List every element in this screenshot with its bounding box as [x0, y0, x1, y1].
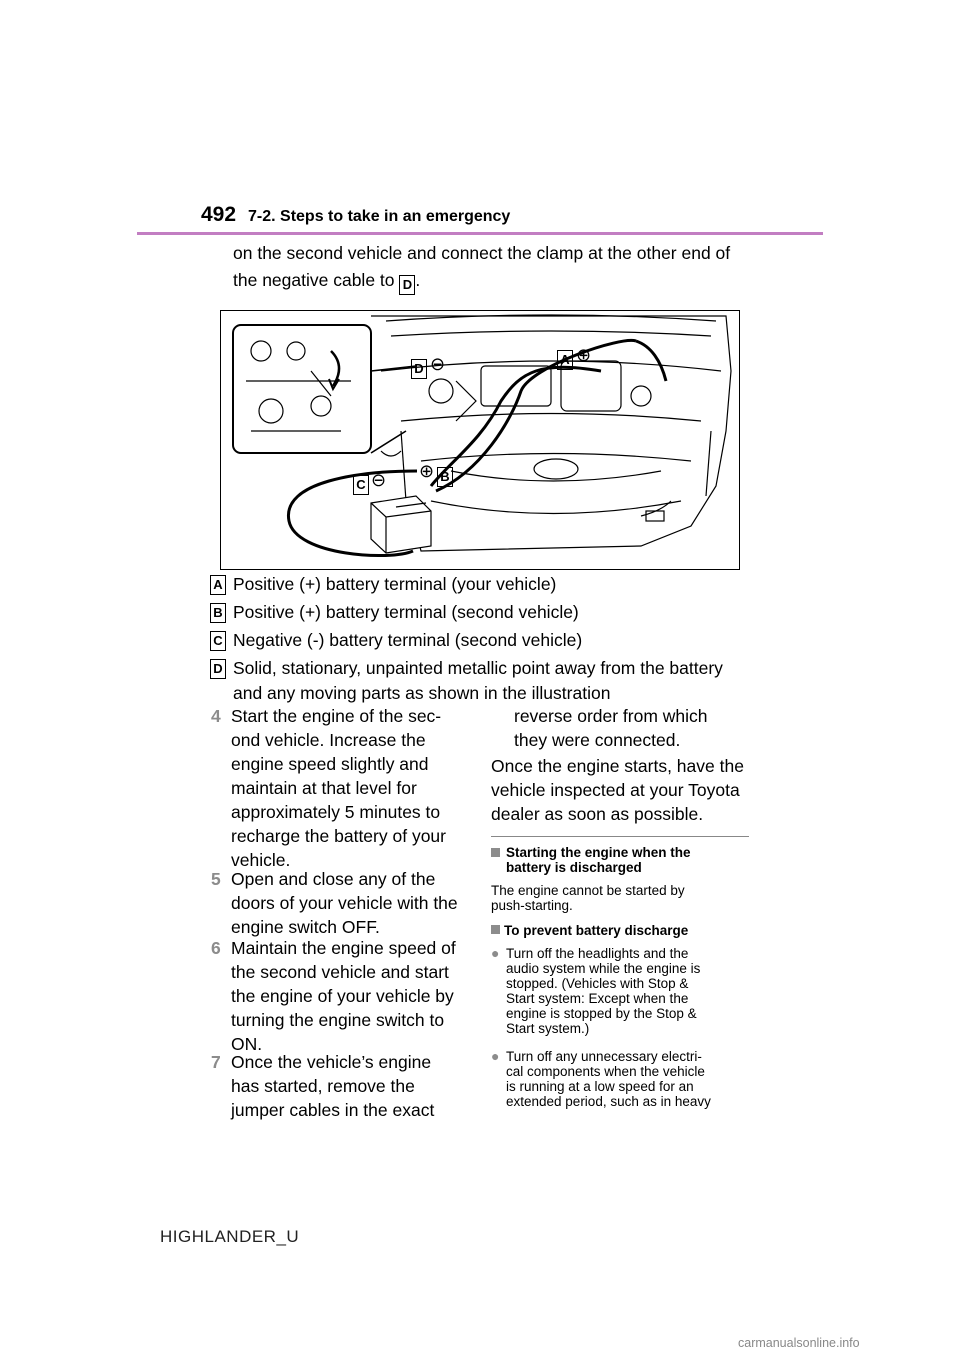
- dot-bullet-icon: ●: [491, 945, 500, 961]
- dot-bullet-icon: ●: [491, 1048, 500, 1064]
- bullet-line: Start system.): [506, 1021, 590, 1036]
- legend-tag: C: [210, 631, 226, 651]
- bullet-line: engine is stopped by the Stop &: [506, 1006, 697, 1021]
- bullet-line: Turn off the headlights and the: [506, 946, 689, 961]
- legend-tag: A: [210, 575, 226, 595]
- step-number: 6: [211, 938, 221, 958]
- step-line: turning the engine switch to: [231, 1010, 445, 1030]
- step-7-continuation: [514, 704, 754, 752]
- note-line: push-starting.: [491, 898, 573, 913]
- callout-c: C: [353, 475, 369, 495]
- step-number: 7: [211, 1052, 221, 1072]
- note-heading-discharged: [491, 845, 751, 875]
- paragraph-line: dealer as soon as possible.: [491, 804, 704, 824]
- step-line: Open and close any of the: [231, 869, 436, 889]
- step-line: the engine of your vehicle by: [231, 986, 454, 1006]
- bullet-text: [506, 1049, 751, 1109]
- plus-symbol-a: ⊕: [576, 345, 592, 365]
- bullet-line: extended period, such as in heavy: [506, 1094, 711, 1109]
- bullet-line: Turn off any unnecessary electri-: [506, 1049, 702, 1064]
- paragraph-line: vehicle inspected at your Toyota: [491, 780, 740, 800]
- header-rule: [137, 232, 823, 235]
- legend-text: Solid, stationary, unpainted metallic point away from the battery and any moving parts as shown in the illustration: [233, 658, 723, 703]
- note-title: To prevent battery discharge: [504, 923, 689, 938]
- minus-symbol: ⊖: [430, 354, 446, 374]
- paragraph-line: Once the engine starts, have the: [491, 756, 744, 776]
- callout-a: A: [557, 350, 573, 370]
- step-number: 4: [211, 706, 221, 726]
- after-start-paragraph: [491, 754, 753, 826]
- bullet-line: Start system: Except when the: [506, 991, 689, 1006]
- step-line: Once the vehicle’s engine: [231, 1052, 432, 1072]
- intro-line-2: [233, 267, 793, 295]
- step-line: engine switch OFF.: [231, 917, 380, 937]
- step-line: doors of your vehicle with the: [231, 893, 458, 913]
- note-heading-prevent: [491, 923, 751, 938]
- step-line: Start the engine of the sec-: [231, 706, 442, 726]
- step-text: [231, 936, 476, 1056]
- square-bullet-icon: [491, 848, 500, 857]
- bullet-text: [506, 946, 751, 1036]
- bullet-item: [491, 1049, 751, 1113]
- page-number: 492: [201, 203, 237, 226]
- bullet-line: is running at a low speed for an: [506, 1079, 694, 1094]
- minus-symbol-c: ⊖: [371, 470, 387, 490]
- intro-line-2-text: the negative cable to: [233, 270, 395, 290]
- engine-bay-drawing: [221, 311, 738, 568]
- legend-text: Positive (+) battery terminal (your vehicle): [233, 574, 557, 594]
- note-title-line: battery is discharged: [506, 860, 642, 875]
- step-line: the second vehicle and start: [231, 962, 449, 982]
- step-line: Maintain the engine speed of: [231, 938, 456, 958]
- legend-text: Negative (-) battery terminal (second vehicle): [233, 630, 583, 650]
- note-line: The engine cannot be started by: [491, 883, 685, 898]
- continuation-line: reverse order from which: [514, 706, 708, 726]
- bullet-line: stopped. (Vehicles with Stop &: [506, 976, 689, 991]
- bullet-line: cal components when the vehicle: [506, 1064, 705, 1079]
- step-line: ON.: [231, 1034, 263, 1054]
- watermark-link[interactable]: carmanualsonline.info: [738, 1336, 860, 1350]
- step-line: has started, remove the: [231, 1076, 415, 1096]
- square-bullet-icon: [491, 925, 500, 934]
- step-line: maintain at that level for: [231, 778, 417, 798]
- step-text: [231, 704, 476, 872]
- legend-tag: B: [210, 603, 226, 623]
- intro-line-1: on the second vehicle and connect the clamp at the other end of: [233, 243, 731, 263]
- plus-symbol-b: ⊕: [419, 461, 435, 481]
- step-number: 5: [211, 869, 221, 889]
- intro-text: [233, 240, 793, 295]
- step-line: recharge the battery of your: [231, 826, 446, 846]
- intro-period: .: [415, 270, 421, 290]
- step-line: ond vehicle. Increase the: [231, 730, 426, 750]
- footer-model: HIGHLANDER_U: [160, 1227, 300, 1246]
- note-text-discharged: [491, 883, 751, 913]
- bullet-line: audio system while the engine is: [506, 961, 701, 976]
- jump-start-illustration: [220, 310, 740, 570]
- callout-b: B: [437, 467, 453, 487]
- steps-column: [211, 704, 481, 1124]
- callout-d: D: [411, 359, 427, 379]
- step-text: [231, 1050, 476, 1122]
- note-title-line: Starting the engine when the: [506, 845, 691, 860]
- note-divider: [491, 836, 749, 837]
- legend-tag: D: [210, 659, 226, 679]
- tag-d: D: [399, 275, 415, 295]
- continuation-line: they were connected.: [514, 730, 681, 750]
- step-line: jumper cables in the exact: [231, 1100, 435, 1120]
- section-title: 7-2. Steps to take in an emergency: [248, 208, 511, 225]
- legend-text: Positive (+) battery terminal (second vehicle): [233, 602, 579, 622]
- step-line: vehicle.: [231, 850, 291, 870]
- bullet-item: [491, 946, 751, 1042]
- step-line: engine speed slightly and: [231, 754, 429, 774]
- step-text: [231, 867, 476, 939]
- step-line: approximately 5 minutes to: [231, 802, 441, 822]
